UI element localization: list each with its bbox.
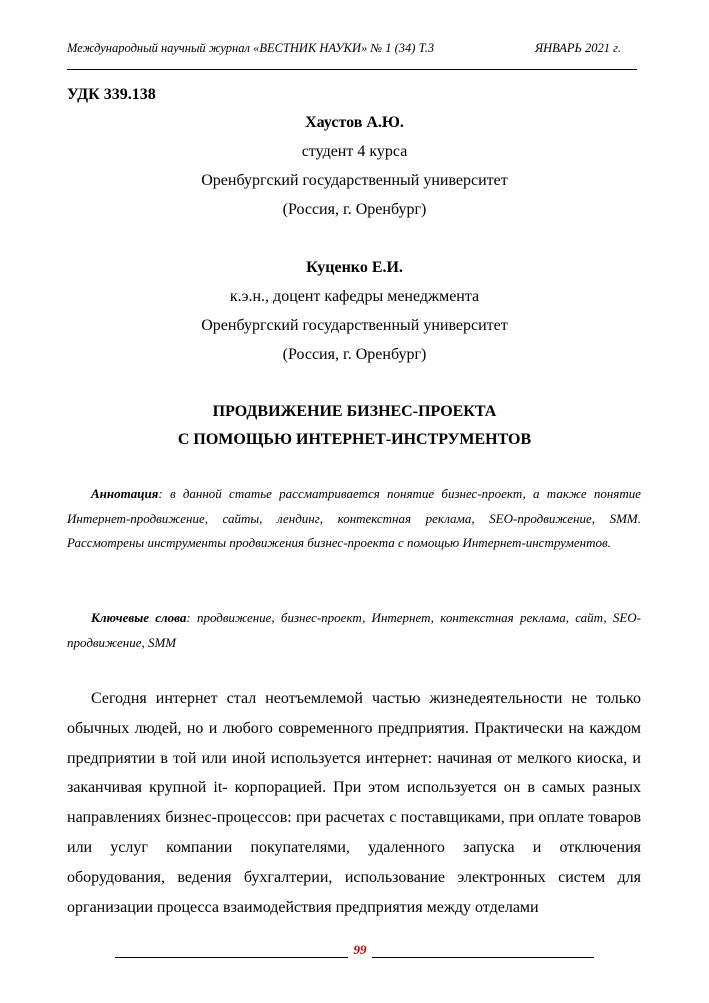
issue-date: ЯНВАРЬ 2021 г. bbox=[534, 41, 621, 55]
article-title-line: С ПОМОЩЬЮ ИНТЕРНЕТ-ИНСТРУМЕНТОВ bbox=[177, 431, 532, 448]
article-title-line: ПРОДВИЖЕНИЕ БИЗНЕС-ПРОЕКТА bbox=[212, 403, 497, 420]
footer-rule-right bbox=[372, 957, 594, 958]
footer-rule-left bbox=[115, 957, 348, 958]
abstract-label: Аннотация bbox=[91, 486, 159, 501]
author-position: к.э.н., доцент кафедры менеджмента bbox=[229, 288, 480, 305]
author-name: Хаустов А.Ю. bbox=[305, 114, 404, 131]
author-position: студент 4 курса bbox=[301, 143, 408, 160]
abstract-text: : в данной статье рассматривается понятие бизнес-проект, а также понятие Интернет-продвижение, сайты, лендинг, контекстная реклама, SEO-продвижение, SMM. Рассмотрены инструменты продвижения бизнес-проекта с помощью Интернет-инструментов. bbox=[67, 486, 641, 551]
body-paragraph: Сегодня интернет стал неотъемлемой частью жизнедеятельности не только обычных людей, но и любого современного предприятия. Практически на каждом предприятии в той или иной используется интернет: начиная от мелкого киоска, и заканчивая крупной it- корпорацией. При этом используется он в самых разных направлениях бизнес-процессов: при расчетах с поставщиками, при оплате товаров или услуг компании покупателями, удаленного запуска и отключения оборудования, ведения бухгалтерии, использование электронных систем для организации процесса взаимодействия предприятия между отделами bbox=[67, 690, 641, 916]
body-text bbox=[67, 684, 641, 922]
author-location: (Россия, г. Оренбург) bbox=[282, 201, 427, 218]
author-location: (Россия, г. Оренбург) bbox=[282, 346, 427, 363]
header-divider bbox=[67, 69, 637, 70]
keywords bbox=[67, 606, 641, 655]
journal-title: Международный научный журнал «ВЕСТНИК НАУКИ» № 1 (34) Т.3 bbox=[67, 41, 435, 55]
keywords-label: Ключевые слова bbox=[91, 610, 187, 625]
abstract bbox=[67, 482, 641, 556]
page-number: 99 bbox=[353, 942, 367, 957]
keywords-text: : продвижение, бизнес-проект, Интернет, контекстная реклама, сайт, SEO-продвижение, SMM bbox=[67, 610, 641, 650]
author-affiliation: Оренбургский государственный университет bbox=[201, 172, 508, 189]
author-name: Куценко Е.И. bbox=[306, 259, 403, 276]
udk-code: УДК 339.138 bbox=[67, 86, 156, 103]
author-affiliation: Оренбургский государственный университет bbox=[201, 317, 508, 334]
